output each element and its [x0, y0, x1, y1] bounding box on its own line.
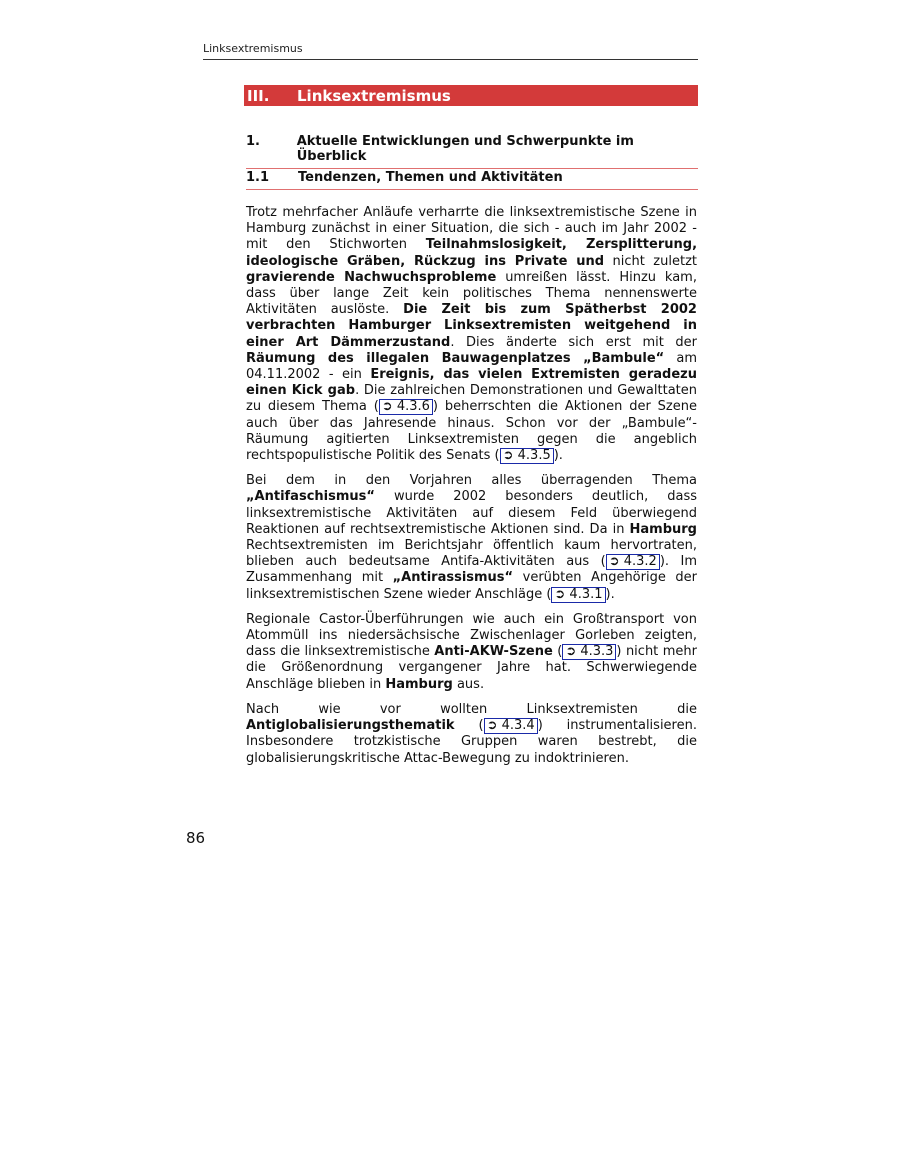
paragraph-1: [246, 205, 697, 464]
bold-run: Antiglobalisierungsthematik: [246, 718, 455, 734]
body-text: [246, 205, 697, 776]
text-run: wurde 2002 besonders deutlich, dass linksextremistische Aktivitäten auf diesem Feld überwiegend Reaktionen auf rechtsextremistische Aktionen sind. Da in: [246, 489, 697, 537]
text-run: Regionale Castor-Überführungen wie auch ein Großtransport von Atommüll ins niedersächsische Zwischenlager Gorleben zeigten, dass die linksextremistische: [246, 611, 697, 660]
text-run: . Die zahlreichen Demonstrationen und Gewalttaten zu diesem Thema (: [246, 383, 697, 415]
section-heading-1-1: [246, 170, 698, 190]
bold-run: Räumung des illegalen Bauwagenplatzes „Bambule“: [246, 350, 665, 366]
text-run: Bei dem in den Vorjahren alles überragenden Thema: [246, 473, 697, 489]
section-number: 1.: [246, 134, 260, 149]
text-run: verübten Angehörige der linksextremistischen Szene wieder Anschläge (: [246, 570, 697, 602]
cross-reference-link[interactable]: ➲ 4.3.3: [562, 644, 616, 660]
paragraph-4: [246, 702, 697, 767]
paragraph-3: [246, 612, 697, 693]
text-run: ) instrumentalisieren. Insbesondere trotzkistische Gruppen waren bestrebt, die globalisierungskritische Attac-Bewegung zu indoktrinieren.: [246, 718, 697, 766]
text-run: umreißen lässt. Hinzu kam, dass über lange Zeit kein politisches Thema nennenswerte Aktivitäten auslöste.: [246, 269, 697, 318]
text-run: ).: [605, 586, 615, 602]
chapter-number: III.: [247, 86, 270, 105]
bold-run: Ereignis, das vielen Extremisten geradezu einen Kick gab: [246, 367, 697, 399]
text-run: Nach wie vor wollten Linksextremisten die: [246, 701, 697, 717]
cross-reference-link[interactable]: ➲ 4.3.2: [606, 554, 660, 570]
text-run: . Dies änderte sich erst mit der: [450, 334, 698, 350]
chapter-heading: [244, 85, 698, 106]
bold-run: Teilnahmslosigkeit, Zersplitterung, ideologische Gräben, Rückzug ins Private und: [246, 237, 698, 269]
cross-reference-link[interactable]: ➲ 4.3.5: [500, 448, 554, 464]
section-heading-1: [246, 134, 698, 169]
chapter-title: Linksextremismus: [297, 86, 451, 105]
text-run: Rechtsextremisten im Berichtsjahr öffentlich kaum hervortraten, blieben auch bedeutsame Antifa-Aktivitäten aus (: [246, 538, 697, 570]
bold-run: Hamburg: [385, 676, 453, 692]
text-run: aus.: [452, 676, 485, 692]
cross-reference-link[interactable]: ➲ 4.3.6: [379, 399, 433, 415]
text-run: (: [552, 644, 563, 660]
paragraph-2: [246, 473, 697, 603]
bold-run: Die Zeit bis zum Spätherbst 2002 verbrachten Hamburger Linksextremisten weitgehend in einer Art Dämmerzustand: [246, 302, 697, 350]
text-run: ) nicht mehr die Größenordnung vergangener Jahre hat. Schwerwiegende Anschläge blieben in: [246, 644, 697, 692]
text-run: ).: [553, 448, 563, 464]
section-title: Tendenzen, Themen und Aktivitäten: [298, 170, 563, 185]
section-number: 1.1: [246, 170, 270, 185]
bold-run: „Antifaschismus“: [246, 489, 375, 505]
running-header: Linksextremismus: [203, 42, 698, 60]
text-run: ). Im Zusammenhang mit: [246, 554, 697, 586]
text-run: nicht zuletzt: [604, 253, 698, 269]
text-run: ) beherrschten die Aktionen der Szene auch über das Jahresende hinaus. Schon vor der „Bambule“-Räumung agitierten Linksextremisten gegen die angeblich rechtspopulistische Politik des Senats (: [246, 399, 697, 464]
bold-run: Anti-AKW-Szene: [434, 644, 553, 660]
bold-run: Hamburg: [629, 521, 697, 537]
cross-reference-link[interactable]: ➲ 4.3.4: [484, 718, 538, 734]
section-title: Aktuelle Entwicklungen und Schwerpunkte im Überblick: [296, 134, 634, 164]
page-number: 86: [186, 829, 206, 847]
bold-run: gravierende Nachwuchsprobleme: [246, 269, 497, 285]
text-run: (: [454, 718, 484, 734]
bold-run: „Antirassismus“: [392, 570, 514, 586]
text-run: Trotz mehrfacher Anläufe verharrte die linksextremistische Szene in Hamburg zunächst in einer Situation, die sich - auch im Jahr 2002 - mit den Stichworten: [246, 205, 697, 253]
cross-reference-link[interactable]: ➲ 4.3.1: [551, 587, 605, 603]
text-run: am 04.11.2002 - ein: [246, 350, 697, 383]
